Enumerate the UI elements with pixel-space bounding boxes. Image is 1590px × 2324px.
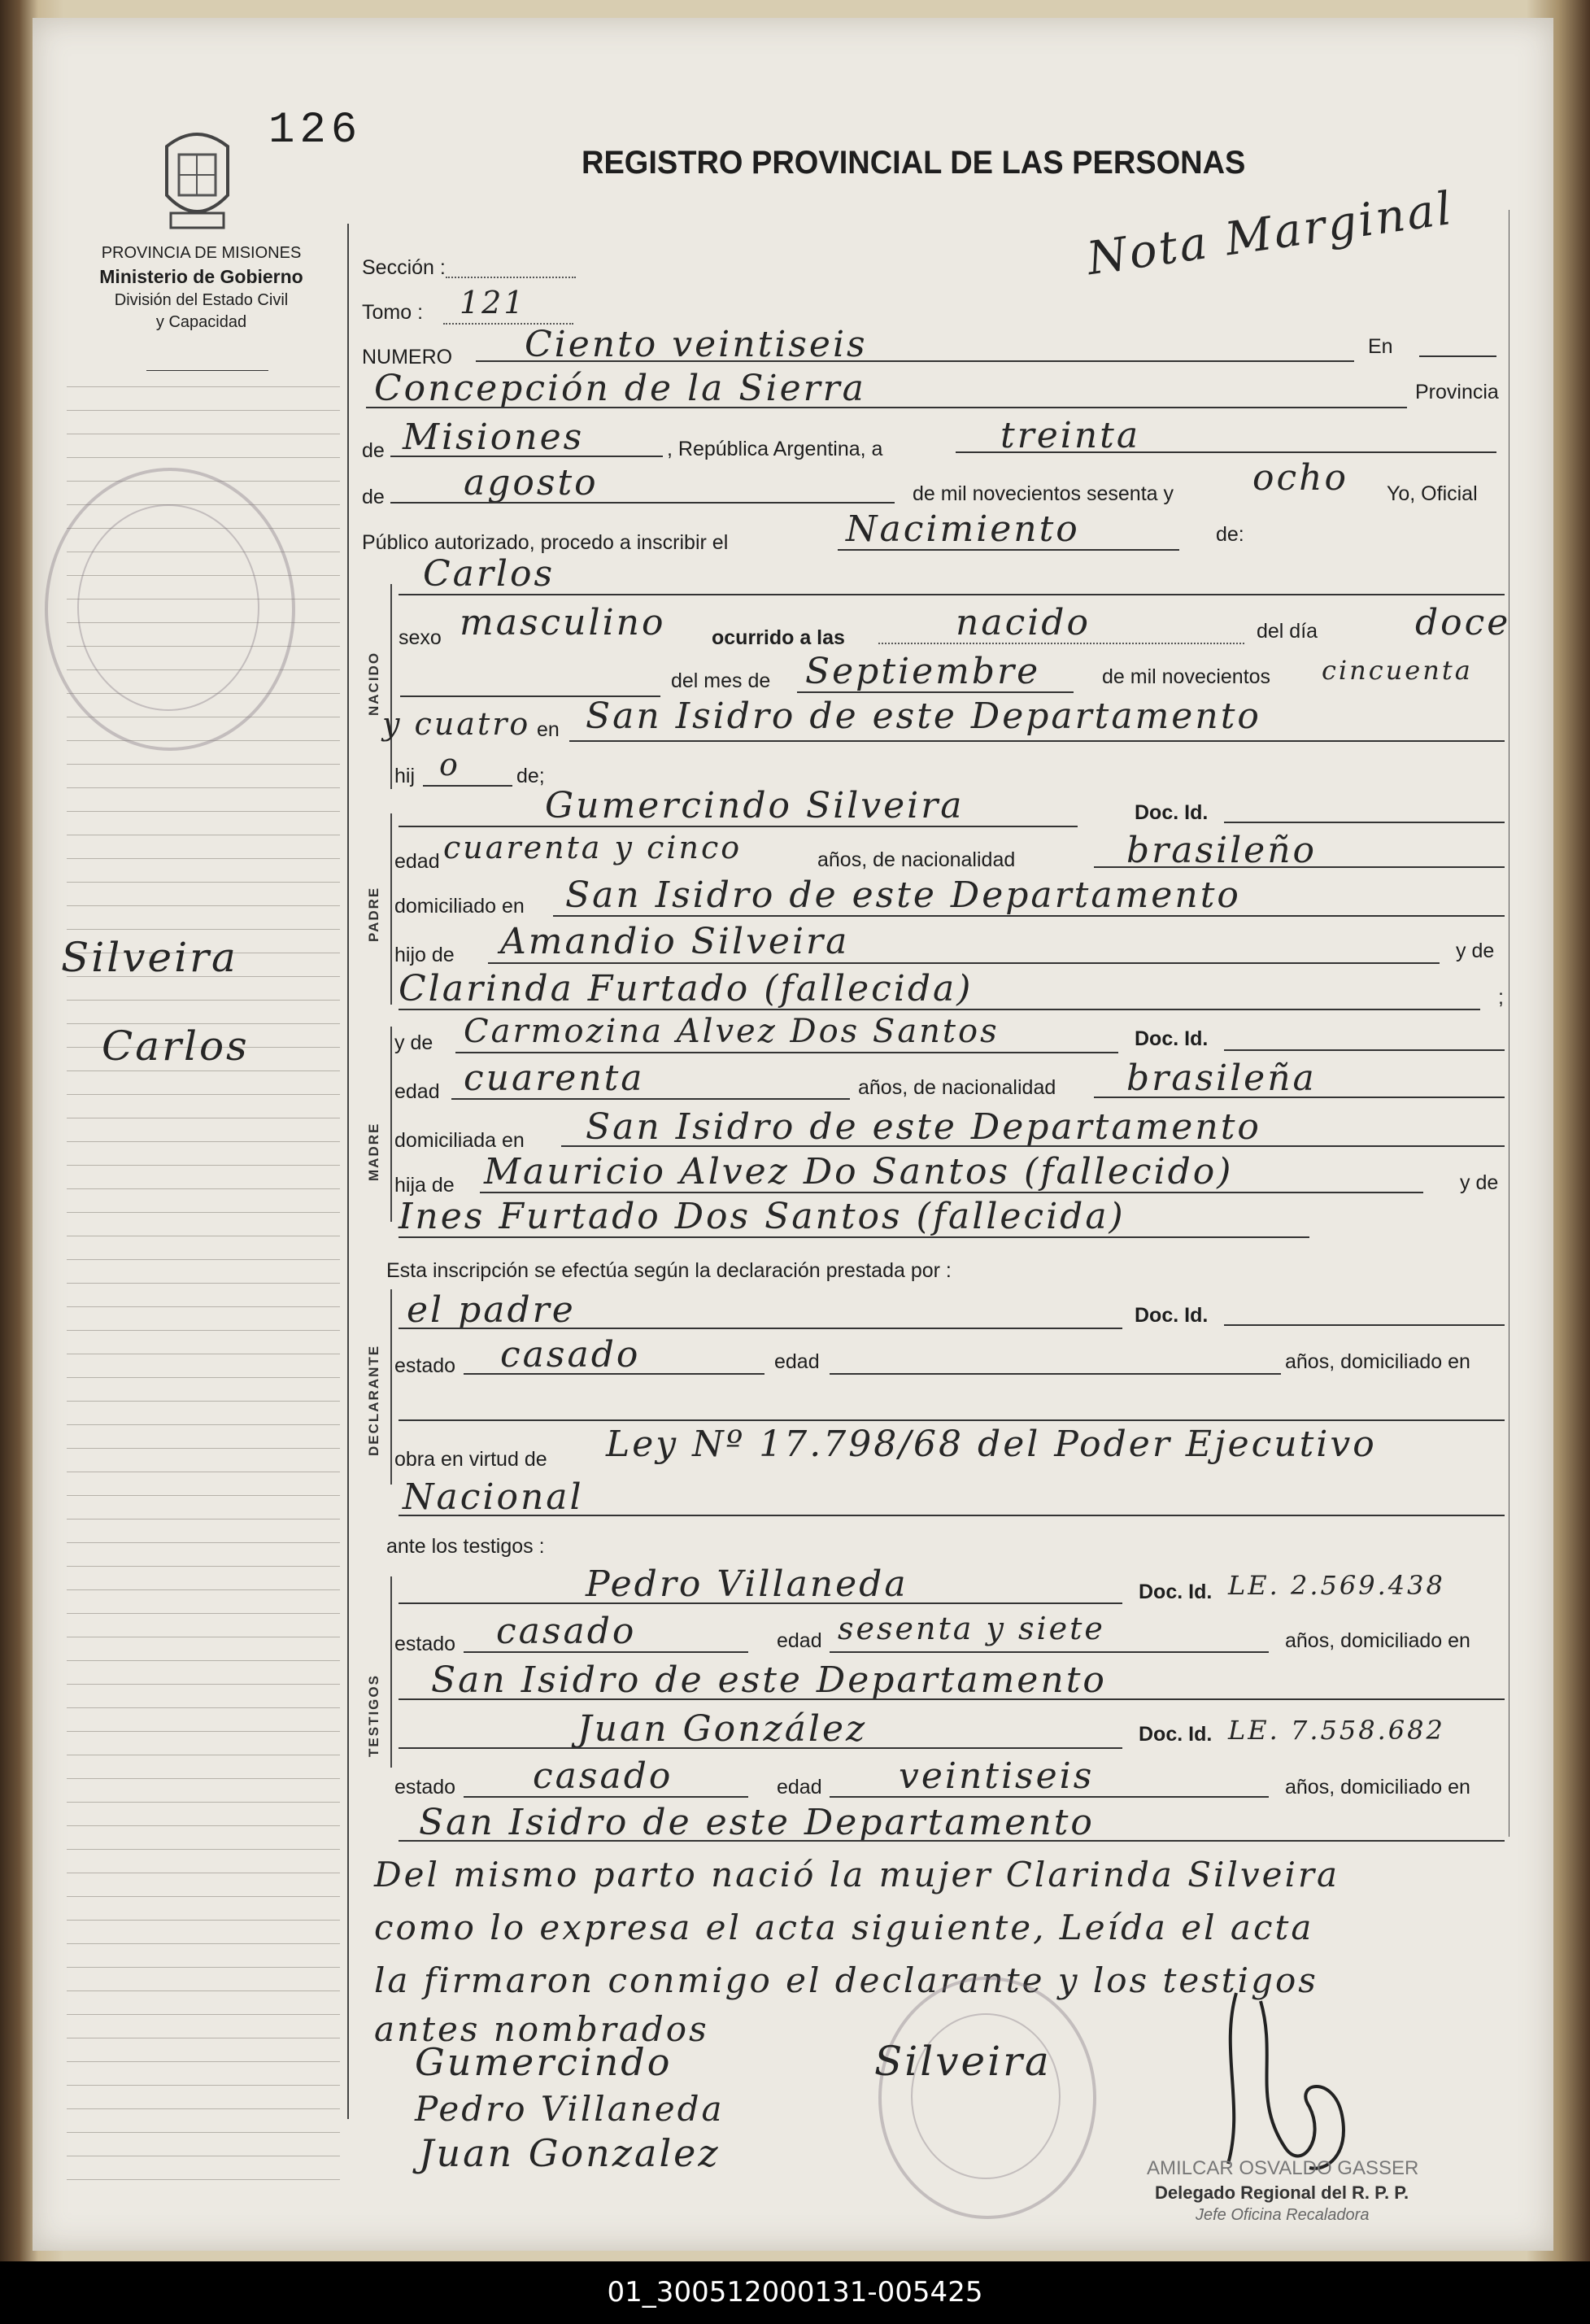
- margin-rule-line: [67, 1448, 340, 1449]
- label-del-mes: del mes de: [671, 669, 771, 692]
- margin-rule-line: [67, 1849, 340, 1850]
- madre-dom-line: [561, 1145, 1505, 1147]
- label-decl-doc: Doc. Id.: [1135, 1304, 1209, 1327]
- image-caption: 01_300512000131-005425: [0, 2261, 1590, 2324]
- label-de-mil-nov: de mil novecientos: [1102, 665, 1271, 688]
- padre-nac-line: [1094, 866, 1505, 868]
- padre-hijo-line: [488, 962, 1440, 964]
- madre-bracket: [390, 1027, 392, 1222]
- authority-capacity: y Capacidad: [155, 313, 247, 331]
- field-madre-nombre: Carmozina Alvez Dos Santos: [464, 1013, 1000, 1050]
- label-t2-edad: edad: [777, 1776, 822, 1799]
- margin-rule-line: [67, 1778, 340, 1779]
- note-line-3: la firmaron conmigo el declarante y los testigos: [374, 1960, 1318, 2000]
- marginal-note-signature: Nota Marginal: [1083, 181, 1457, 286]
- side-label-padre: PADRE: [366, 886, 381, 942]
- note-line-2: como lo expresa el acta siguiente, Leída el acta: [374, 1908, 1314, 1947]
- label-madre-edad: edad: [394, 1080, 440, 1103]
- field-testigo1-estado: casado: [496, 1611, 637, 1652]
- margin-rule-line: [67, 1259, 340, 1260]
- margin-rule-line: [67, 2014, 340, 2015]
- label-provincia: Provincia: [1415, 381, 1499, 403]
- margin-rule-line: [67, 764, 340, 765]
- field-lugar: Concepción de la Sierra: [374, 368, 866, 409]
- madre-nombre-line: [455, 1052, 1118, 1053]
- margin-rule-line: [67, 1141, 340, 1142]
- label-padre-edad: edad: [394, 850, 440, 873]
- label-padre-hijo-de: hijo de: [394, 944, 455, 966]
- signature-testigo1: Pedro Villaneda: [415, 2089, 725, 2129]
- field-ocurrido: nacido: [956, 602, 1091, 643]
- margin-rule-line: [67, 1896, 340, 1897]
- field-acto: Nacimiento: [846, 508, 1080, 550]
- label-republica: , República Argentina, a: [667, 438, 883, 460]
- margin-rule-line: [67, 1684, 340, 1685]
- margin-rule-line: [67, 2061, 340, 2062]
- madre-edad-line: [451, 1098, 850, 1100]
- official-role-2: Jefe Oficina Recaladora: [1196, 2206, 1370, 2224]
- page-number: 126: [268, 106, 363, 155]
- dia-line: [956, 451, 1496, 453]
- margin-rule-line: [67, 858, 340, 859]
- madre-nac-line: [1094, 1097, 1505, 1098]
- field-tomo: 121: [460, 285, 526, 320]
- margin-rule-line: [67, 1825, 340, 1826]
- t2-dom-line: [399, 1840, 1505, 1842]
- field-testigo2-edad: veintiseis: [899, 1755, 1095, 1797]
- padre-madre-line: [399, 1009, 1480, 1010]
- mes-nac-line: [797, 691, 1074, 693]
- field-madre-hija-de: Mauricio Alvez Do Santos (fallecido): [484, 1151, 1234, 1193]
- label-de-provincia: de: [362, 439, 385, 462]
- label-madre-anos-nac: años, de nacionalidad: [858, 1076, 1056, 1099]
- field-mes: agosto: [464, 462, 599, 504]
- label-t1-anos-dom: años, domiciliado en: [1285, 1629, 1470, 1652]
- field-padre-madre: Clarinda Furtado (fallecida): [399, 968, 974, 1009]
- field-lugar-nac: San Isidro de este Departamento: [586, 695, 1261, 737]
- label-madre-dom: domiciliada en: [394, 1129, 525, 1152]
- label-tomo: Tomo :: [362, 301, 424, 324]
- field-declarante: el padre: [407, 1289, 576, 1331]
- en-line: [1419, 355, 1496, 357]
- margin-rule-line: [67, 1731, 340, 1732]
- label-hij-de: de;: [516, 765, 545, 787]
- label-del-dia: del día: [1257, 620, 1318, 643]
- padre-nombre-line: [399, 826, 1078, 827]
- field-anio: ocho: [1252, 457, 1348, 499]
- t2-edad-line: [830, 1796, 1269, 1798]
- field-hij-suffix: o: [439, 747, 460, 783]
- document-title: REGISTRO PROVINCIAL DE LAS PERSONAS: [582, 145, 1246, 181]
- field-testigo2-dom: San Isidro de este Departamento: [419, 1802, 1095, 1843]
- margin-rule-line: [67, 1000, 340, 1001]
- authority-ministry: Ministerio de Gobierno: [99, 266, 303, 287]
- margin-rule-line: [67, 1188, 340, 1189]
- padre-dom-line: [553, 915, 1505, 917]
- provincia-line: [390, 456, 663, 457]
- field-padre-nac: brasileño: [1126, 830, 1318, 871]
- label-padre-doc: Doc. Id.: [1135, 801, 1209, 824]
- label-ocurrido: ocurrido a las: [712, 626, 845, 649]
- label-madre-y-de: y de: [394, 1031, 433, 1054]
- field-decl-estado: casado: [500, 1334, 641, 1376]
- authority-underline: [146, 370, 268, 371]
- margin-rule-line: [67, 1566, 340, 1567]
- label-testigos: ante los testigos :: [386, 1535, 545, 1558]
- margin-rule-line: [67, 1094, 340, 1095]
- label-decl-estado: estado: [394, 1354, 456, 1377]
- acto-line: [838, 549, 1179, 551]
- label-decl-anos-dom: años, domiciliado en: [1285, 1350, 1470, 1373]
- margin-rule-line: [67, 1613, 340, 1614]
- signature-testigo2: Juan Gonzalez: [419, 2131, 721, 2175]
- margin-rule-line: [67, 1495, 340, 1496]
- margin-rule-line: [67, 1519, 340, 1520]
- field-padre-hijo-de: Amandio Silveira: [500, 921, 850, 962]
- field-testigo1-dom: San Isidro de este Departamento: [431, 1659, 1107, 1701]
- authority-block: [49, 244, 354, 332]
- label-sexo: sexo: [399, 626, 442, 649]
- label-obra: obra en virtud de: [394, 1448, 547, 1471]
- field-madre-madre: Ines Furtado Dos Santos (fallecida): [399, 1196, 1126, 1237]
- signature-declarante-given: Gumercindo: [415, 2040, 673, 2084]
- margin-given-name: Carlos: [102, 1022, 250, 1070]
- label-publico: Público autorizado, procedo a inscribir el: [362, 531, 729, 554]
- margin-rule-line: [67, 811, 340, 812]
- label-en-nac: en: [537, 718, 560, 741]
- decl-doc-line: [1224, 1324, 1505, 1326]
- label-de-mes: de: [362, 486, 385, 508]
- margin-rule-line: [67, 1967, 340, 1968]
- official-name: AMILCAR OSVALDO GASSER: [1147, 2157, 1419, 2179]
- madre-doc-line: [1224, 1049, 1505, 1051]
- field-padre-dom: San Isidro de este Departamento: [565, 874, 1241, 916]
- margin-rule-line: [67, 1589, 340, 1590]
- side-label-madre: MADRE: [366, 1122, 381, 1181]
- provincial-crest-icon: [159, 122, 236, 236]
- label-inscripcion: Esta inscripción se efectúa según la declaración prestada por :: [386, 1259, 952, 1282]
- margin-rule-line: [67, 410, 340, 411]
- mes-line: [390, 502, 895, 504]
- field-madre-nac: brasileña: [1126, 1057, 1317, 1099]
- label-t1-edad: edad: [777, 1629, 822, 1652]
- t1-edad-line: [830, 1651, 1269, 1653]
- field-madre-edad: cuarenta: [464, 1057, 645, 1099]
- margin-rule-line: [67, 1377, 340, 1378]
- declarante-bracket: [390, 1289, 392, 1485]
- margin-rule-line: [67, 1165, 340, 1166]
- label-hij: hij: [394, 765, 416, 787]
- label-madre-hija-de: hija de: [394, 1174, 455, 1197]
- testigos-bracket: [390, 1576, 392, 1768]
- field-sexo: masculino: [460, 602, 666, 643]
- lugar-line: [366, 407, 1407, 408]
- margin-rule-line: [67, 1306, 340, 1307]
- margin-rule-line: [67, 2085, 340, 2086]
- label-de-colon: de:: [1216, 523, 1244, 546]
- margin-rule-line: [67, 1990, 340, 1991]
- margin-rule-line: [67, 787, 340, 788]
- field-numero: Ciento veintiseis: [525, 324, 868, 365]
- margin-rule-line: [67, 1401, 340, 1402]
- label-t2-anos-dom: años, domiciliado en: [1285, 1776, 1470, 1799]
- label-semicolon: ;: [1498, 986, 1504, 1009]
- madre-hija-line: [480, 1192, 1423, 1193]
- margin-rule-line: [67, 929, 340, 930]
- margin-rule-line: [67, 882, 340, 883]
- authority-division: División del Estado Civil: [114, 291, 289, 309]
- nombre-line: [399, 594, 1505, 595]
- padre-bracket: [390, 813, 392, 1005]
- signature-declarante-surname: Silveira: [874, 2038, 1052, 2085]
- field-testigo1-edad: sesenta y siete: [838, 1611, 1105, 1646]
- margin-rule-line: [67, 1283, 340, 1284]
- field-obra-b: Nacional: [403, 1476, 584, 1518]
- label-t1-estado: estado: [394, 1633, 456, 1655]
- label-t2-estado: estado: [394, 1776, 456, 1799]
- field-anio-nac-a: cincuenta: [1322, 655, 1473, 686]
- field-testigo2-estado: casado: [533, 1755, 673, 1797]
- margin-rule-line: [67, 1424, 340, 1425]
- field-madre-dom: San Isidro de este Departamento: [586, 1106, 1261, 1148]
- field-padre-nombre: Gumercindo Silveira: [545, 785, 965, 826]
- seccion-line: [446, 277, 576, 278]
- margin-rule-line: [67, 1660, 340, 1661]
- label-decl-edad: edad: [774, 1350, 820, 1373]
- lugar-nac-line: [569, 740, 1505, 742]
- t2-estado-line: [464, 1796, 748, 1798]
- margin-surname: Silveira: [61, 934, 238, 981]
- label-de-mil: de mil novecientos sesenta y: [913, 482, 1174, 505]
- declarante-line: [399, 1328, 1122, 1329]
- margin-rule-line: [67, 1070, 340, 1071]
- margin-rule-line: [67, 1920, 340, 1921]
- label-madre-doc: Doc. Id.: [1135, 1027, 1209, 1050]
- note-line-1: Del mismo parto nació la mujer Clarinda Silveira: [374, 1855, 1340, 1895]
- madre-madre-line: [399, 1236, 1309, 1238]
- authority-province: PROVINCIA DE MISIONES: [101, 244, 302, 262]
- field-dia: treinta: [1000, 415, 1141, 456]
- field-testigo2-doc: LE. 7.558.682: [1228, 1715, 1445, 1746]
- margin-rule-line: [67, 2179, 340, 2180]
- side-label-declarante: DECLARANTE: [366, 1344, 381, 1456]
- margin-rule-line: [67, 2132, 340, 2133]
- padre-doc-line: [1224, 822, 1505, 823]
- hij-line: [423, 785, 512, 787]
- label-padre-dom: domiciliado en: [394, 895, 525, 918]
- testigo2-line: [399, 1747, 1122, 1749]
- testigo1-line: [399, 1602, 1122, 1604]
- nacido-bracket: [390, 584, 392, 789]
- decl-estado-line: [464, 1373, 765, 1375]
- label-seccion: Sección :: [362, 256, 446, 279]
- label-numero: NUMERO: [362, 346, 453, 368]
- margin-rule-line: [67, 386, 340, 387]
- t1-estado-line: [464, 1651, 748, 1653]
- side-label-nacido: NACIDO: [366, 651, 381, 716]
- decl-edad-line: [830, 1373, 1281, 1375]
- registry-stamp-left-inner: [77, 504, 259, 711]
- decl-dom-line: [399, 1419, 1505, 1421]
- official-role: Delegado Regional del R. P. P.: [1155, 2182, 1409, 2203]
- margin-rule-line: [67, 1330, 340, 1331]
- label-madre-y-de-2: y de: [1460, 1171, 1499, 1194]
- label-padre-anos-nac: años, de nacionalidad: [817, 848, 1016, 871]
- field-obra-a: Ley Nº 17.798/68 del Poder Ejecutivo: [606, 1424, 1377, 1465]
- margin-rule-line: [67, 457, 340, 458]
- label-yo-oficial: Yo, Oficial: [1387, 482, 1478, 505]
- t1-dom-line: [399, 1698, 1505, 1700]
- numero-line: [476, 360, 1354, 362]
- label-en: En: [1368, 335, 1393, 358]
- margin-rule-line: [67, 1943, 340, 1944]
- field-padre-edad: cuarenta y cinco: [443, 830, 743, 866]
- margin-rule-line: [67, 1802, 340, 1803]
- margin-rule-line: [67, 1542, 340, 1543]
- obra-line: [399, 1515, 1505, 1516]
- field-dia-nac: doce: [1415, 602, 1511, 643]
- label-padre-y-de: y de: [1456, 940, 1495, 962]
- ocurrido-line: [878, 643, 1244, 644]
- field-nombre: Carlos: [423, 553, 555, 595]
- field-anio-nac-b: y cuatro: [382, 706, 531, 742]
- label-t1-doc: Doc. Id.: [1139, 1581, 1213, 1603]
- field-testigo1: Pedro Villaneda: [586, 1563, 908, 1605]
- field-testigo1-doc: LE. 2.569.438: [1228, 1570, 1445, 1601]
- label-t2-doc: Doc. Id.: [1139, 1723, 1213, 1746]
- margin-rule-line: [67, 2108, 340, 2109]
- official-signature-scribble: [1212, 1977, 1374, 2180]
- field-provincia: Misiones: [403, 416, 585, 458]
- note-line-4: antes nombrados: [374, 2009, 709, 2049]
- field-testigo2: Juan González: [577, 1708, 868, 1750]
- margin-rule-line: [67, 1707, 340, 1708]
- margin-rule-line: [67, 1212, 340, 1213]
- margin-rule-line: [67, 905, 340, 906]
- side-label-testigos: TESTIGOS: [366, 1674, 381, 1757]
- form-left-border: [347, 224, 349, 2119]
- field-mes-nac: Septiembre: [805, 651, 1041, 692]
